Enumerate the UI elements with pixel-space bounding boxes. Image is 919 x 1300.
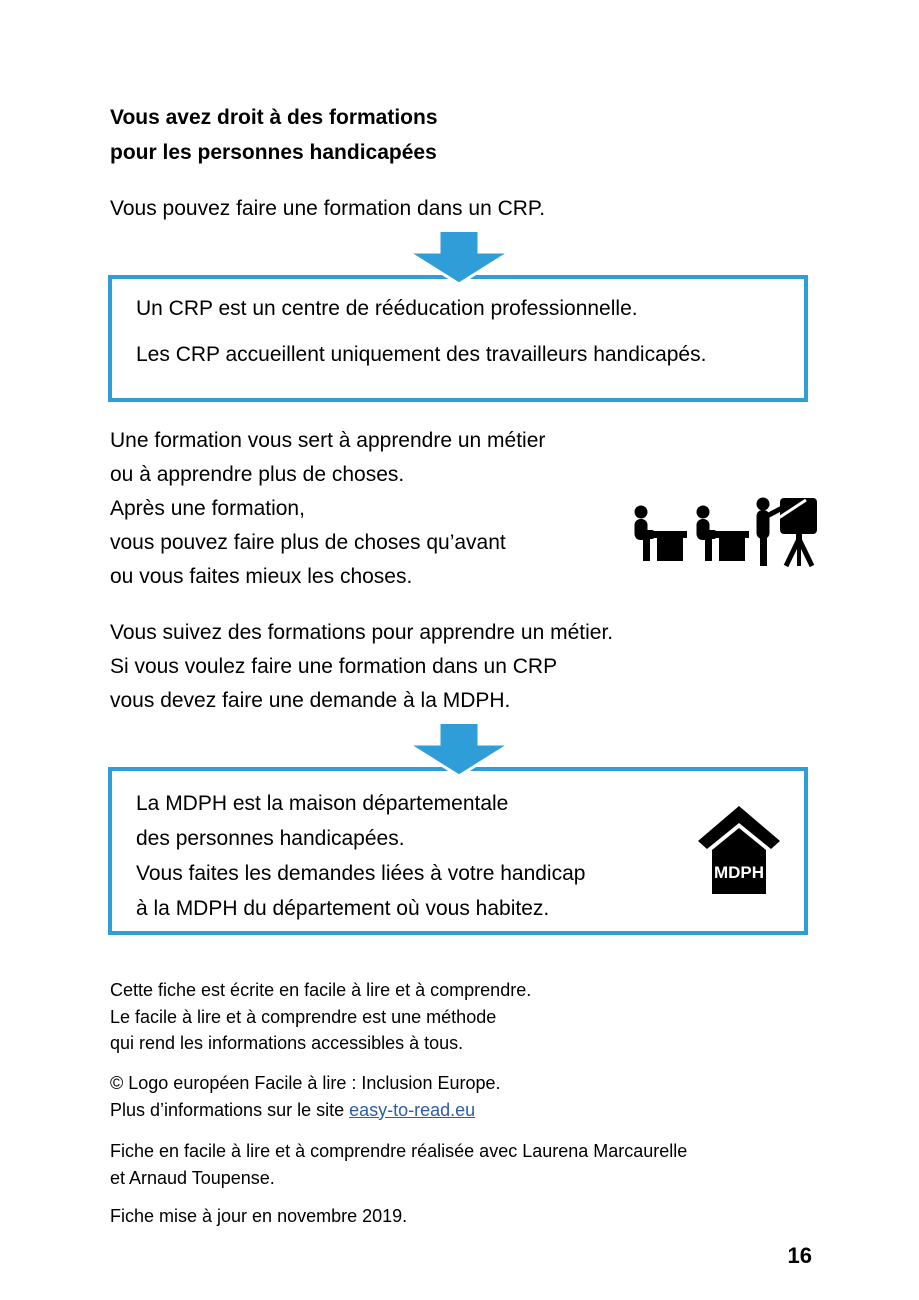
page-title-line-2: pour les personnes handicapées: [110, 141, 437, 164]
copyright-line: © Logo européen Facile à lire : Inclusion Europe.: [110, 1073, 501, 1093]
falc-note: [110, 977, 531, 1057]
mdph-definition-line: à la MDPH du département où vous habitez.: [136, 897, 550, 920]
formation-line: ou vous faites mieux les choses.: [110, 565, 413, 588]
credits-line-2: et Arnaud Toupense.: [110, 1168, 275, 1188]
mdph-definition-line: Vous faites les demandes liées à votre handicap: [136, 862, 586, 885]
crp-definition-line-1: Un CRP est un centre de rééducation professionnelle.: [136, 297, 638, 320]
down-arrow-icon: [406, 721, 512, 783]
crp-definition-line-2: Les CRP accueillent uniquement des travailleurs handicapés.: [136, 343, 707, 366]
formation-line: Après une formation,: [110, 497, 305, 520]
demande-paragraph: [110, 616, 613, 718]
more-info-line: [110, 1097, 501, 1124]
falc-line: Le facile à lire et à comprendre est une méthode: [110, 1006, 497, 1027]
mdph-definition-text: [136, 786, 585, 926]
down-arrow-icon: [406, 229, 512, 291]
more-info-prefix: Plus d’informations sur le site: [110, 1099, 350, 1120]
formation-line: ou à apprendre plus de choses.: [110, 463, 405, 486]
update-note: Fiche mise à jour en novembre 2019.: [110, 1206, 408, 1226]
page-number: 16: [787, 1243, 812, 1268]
formation-line: vous pouvez faire plus de choses qu’avant: [110, 531, 506, 554]
easy-to-read-link[interactable]: easy-to-read.eu: [349, 1099, 476, 1120]
mdph-house-icon: [698, 806, 780, 899]
mdph-definition-line: des personnes handicapées.: [136, 827, 405, 850]
falc-line: qui rend les informations accessibles à tous.: [110, 1033, 464, 1053]
credits-note: [110, 1138, 687, 1192]
intro-paragraph: Vous pouvez faire une formation dans un CRP.: [110, 197, 546, 220]
mdph-definition-line: La MDPH est la maison départementale: [136, 792, 509, 815]
demande-line: Si vous voulez faire une formation dans un CRP: [110, 655, 558, 678]
demande-line: Vous suivez des formations pour apprendre un métier.: [110, 621, 614, 644]
mdph-definition-box: [108, 767, 808, 935]
falc-line: Cette fiche est écrite en facile à lire et à comprendre.: [110, 980, 532, 1000]
formation-paragraph: [110, 424, 545, 594]
page-title-line-1: Vous avez droit à des formations: [110, 106, 438, 129]
demande-line: vous devez faire une demande à la MDPH.: [110, 689, 511, 712]
classroom-icon: [630, 497, 820, 572]
mdph-house-label: MDPH: [713, 863, 765, 882]
page-title: [110, 100, 438, 170]
copyright-note: [110, 1070, 501, 1123]
crp-definition-box: [108, 275, 808, 402]
credits-line-1: Fiche en facile à lire et à comprendre réalisée avec Laurena Marcaurelle: [110, 1141, 688, 1161]
formation-line: Une formation vous sert à apprendre un métier: [110, 429, 546, 452]
